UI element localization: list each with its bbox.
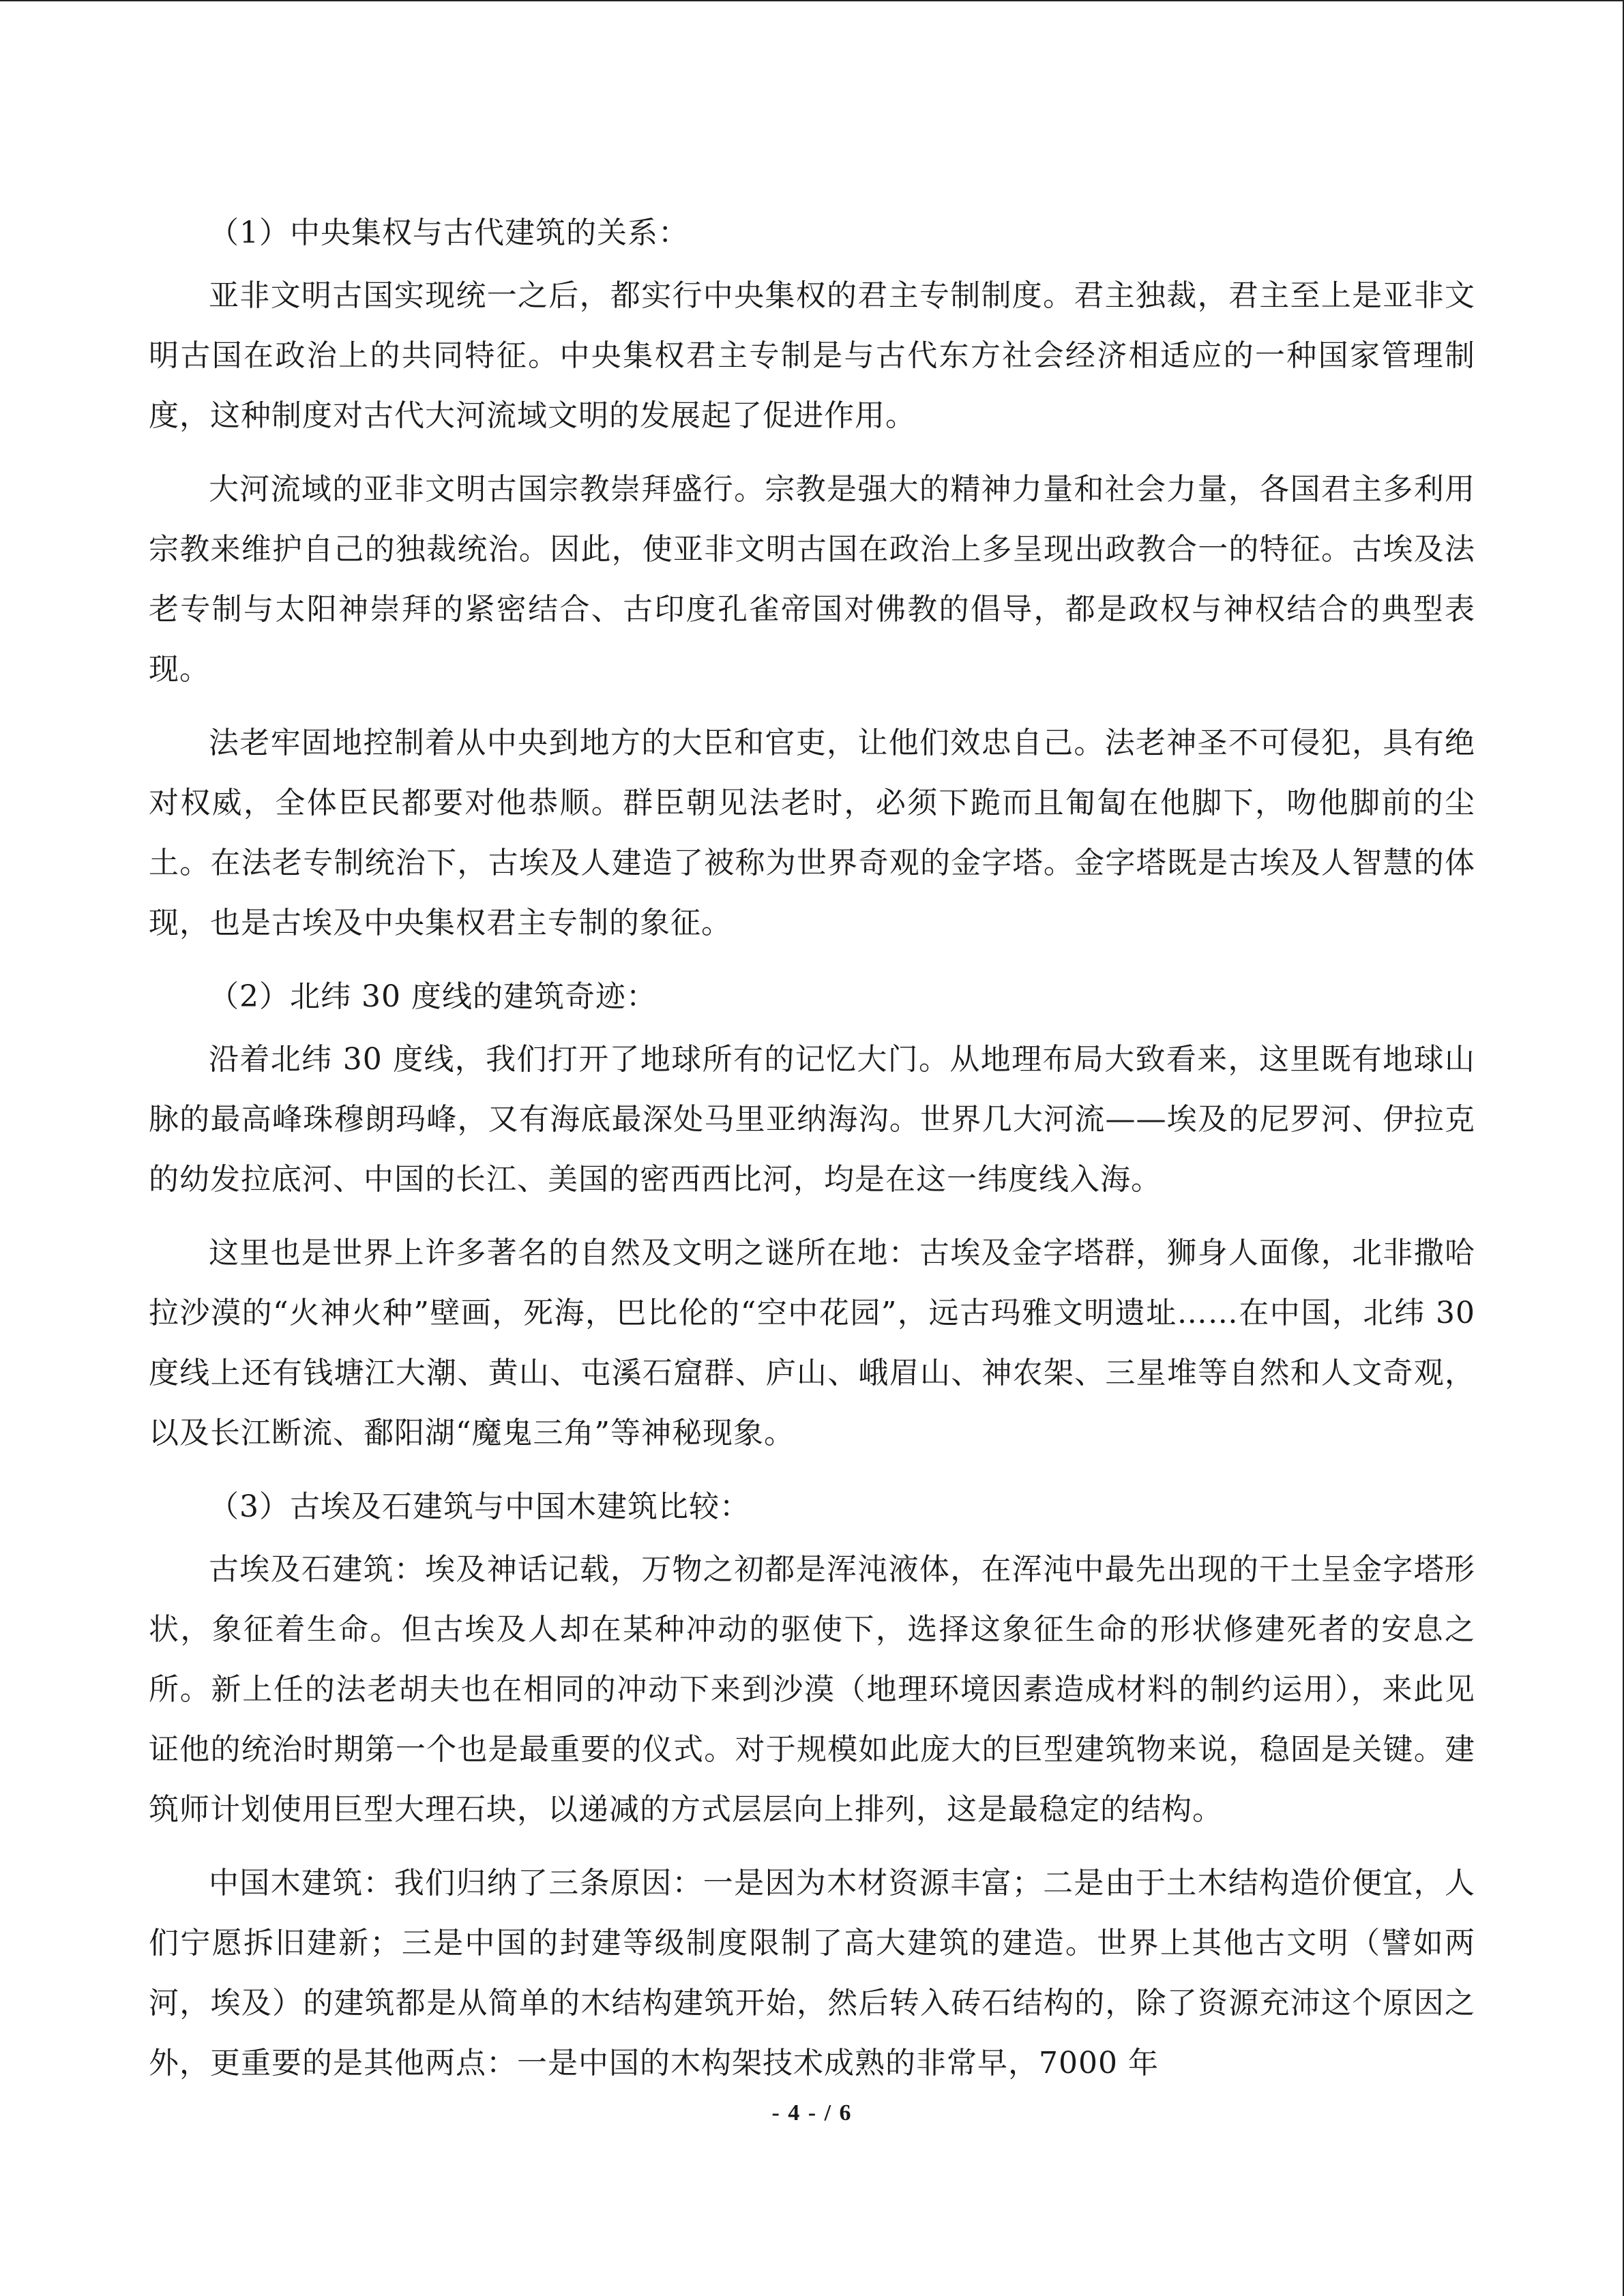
section-heading-1: （1）中央集权与古代建筑的关系： bbox=[209, 215, 689, 250]
paragraph: 法老牢固地控制着从中央到地方的大臣和官吏，让他们效忠自己。法老神圣不可侵犯，具有绝对权威，全体臣民都要对他恭顺。群臣朝见法老时，必须下跪而且匍匐在他脚下，吻他脚前的尘土。在法老专制统治下，古埃及人建造了被称为世界奇观的金字塔。金字塔既是古埃及人智慧的体现，也是古埃及中央集权君主专制的象征。 bbox=[149, 726, 1475, 940]
section-heading-3: （3）古埃及石建筑与中国木建筑比较： bbox=[209, 1489, 750, 1524]
paragraph: 古埃及石建筑：埃及神话记载，万物之初都是浑沌液体，在浑沌中最先出现的干土呈金字塔形状，象征着生命。但古埃及人却在某种冲动的驱使下，选择这象征生命的形状修建死者的安息之所。新上任的法老胡夫也在相同的冲动下来到沙漠（地理环境因素造成材料的制约运用），来此见证他的统治时期第一个也是最重要的仪式。对于规模如此庞大的巨型建筑物来说，稳固是关键。建筑师计划使用巨型大理石块，以递减的方式层层向上排列，这是最稳定的结构。 bbox=[149, 1552, 1475, 1827]
section-heading-2: （2）北纬 30 度线的建筑奇迹： bbox=[209, 979, 657, 1014]
paragraph: 沿着北纬 30 度线，我们打开了地球所有的记忆大门。从地理布局大致看来，这里既有地球山脉的最高峰珠穆朗玛峰，又有海底最深处马里亚纳海沟。世界几大河流——埃及的尼罗河、伊拉克的幼发拉底河、中国的长江、美国的密西西比河，均是在这一纬度线入海。 bbox=[149, 1042, 1475, 1197]
page-top-border bbox=[0, 0, 1623, 1]
document-body bbox=[149, 203, 1475, 2107]
paragraph: 这里也是世界上许多著名的自然及文明之谜所在地：古埃及金字塔群，狮身人面像，北非撒哈拉沙漠的“火神火种”壁画，死海，巴比伦的“空中花园”，远古玛雅文明遗址……在中国，北纬 30 度线上还有钱塘江大潮、黄山、屯溪石窟群、庐山、峨眉山、神农架、三星堆等自然和人文奇观，以及长江断流、鄱阳湖“魔鬼三角”等神秘现象。 bbox=[149, 1236, 1475, 1450]
paragraph: 亚非文明古国实现统一之后，都实行中央集权的君主专制制度。君主独裁，君主至上是亚非文明古国在政治上的共同特征。中央集权君主专制是与古代东方社会经济相适应的一种国家管理制度，这种制度对古代大河流域文明的发展起了促进作用。 bbox=[149, 278, 1475, 433]
paragraph: 中国木建筑：我们归纳了三条原因：一是因为木材资源丰富；二是由于土木结构造价便宜，人们宁愿拆旧建新；三是中国的封建等级制度限制了高大建筑的建造。世界上其他古文明（譬如两河，埃及）的建筑都是从简单的木结构建筑开始，然后转入砖石结构的，除了资源充沛这个原因之外，更重要的是其他两点：一是中国的木构架技术成熟的非常早，7000 年 bbox=[149, 1866, 1475, 2081]
paragraph: 大河流域的亚非文明古国宗教崇拜盛行。宗教是强大的精神力量和社会力量，各国君主多利用宗教来维护自己的独裁统治。因此，使亚非文明古国在政治上多呈现出政教合一的特征。古埃及法老专制与太阳神崇拜的紧密结合、古印度孔雀帝国对佛教的倡导，都是政权与神权结合的典型表现。 bbox=[149, 472, 1475, 687]
page-number: - 4 - / 6 bbox=[771, 2100, 853, 2126]
